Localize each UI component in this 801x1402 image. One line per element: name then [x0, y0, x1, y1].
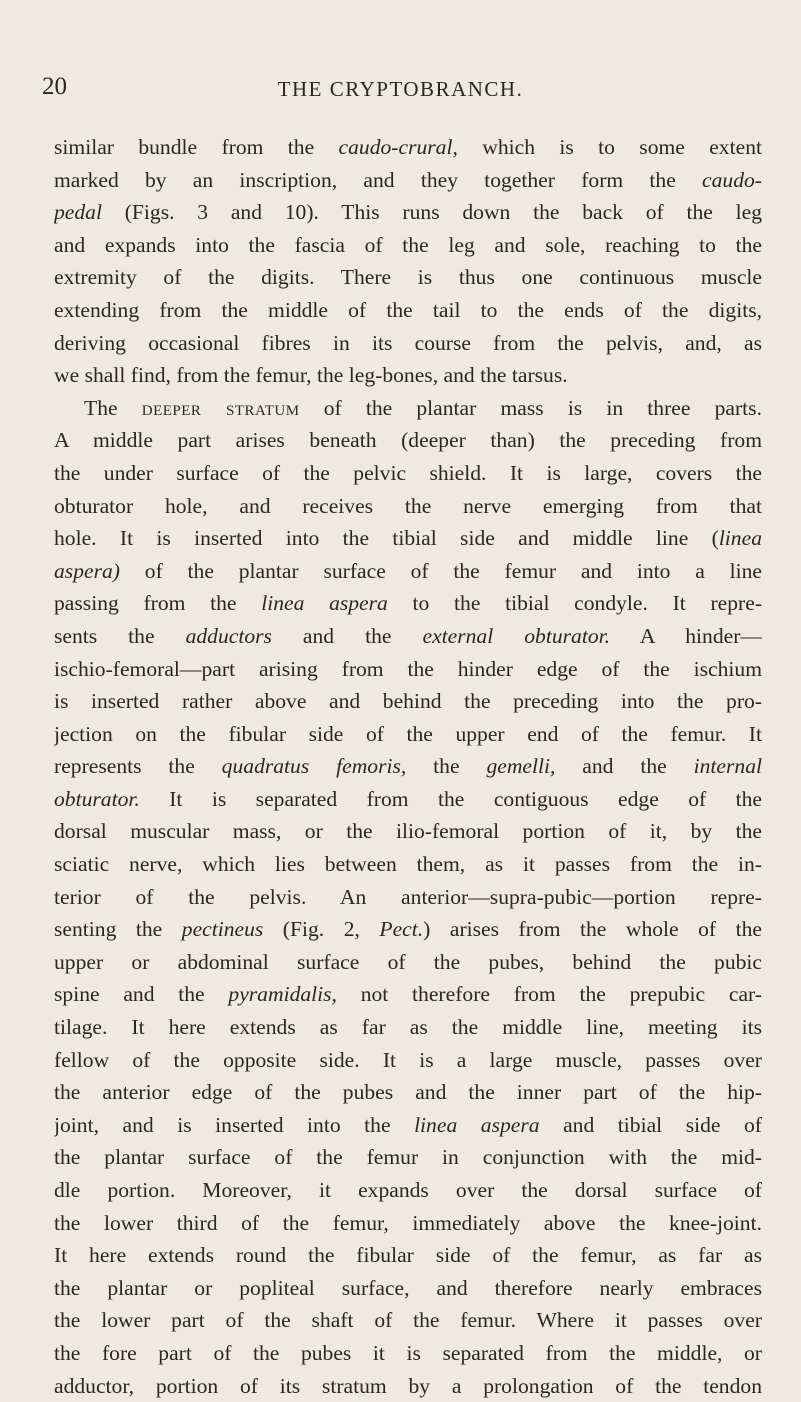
- running-title: THE CRYPTOBRANCH.: [277, 77, 524, 101]
- text-line: [54, 620, 762, 653]
- text-line: [54, 1337, 762, 1370]
- text-run: obturator hole, and receives the nerve emerging from that: [54, 493, 762, 518]
- italic-term: linea: [718, 526, 762, 551]
- text-run: A middle part arises beneath (deeper than) the preceding from: [54, 428, 762, 453]
- text-line: [54, 1141, 762, 1174]
- text-run: sents the: [54, 623, 186, 648]
- text-line: [54, 327, 762, 360]
- text-line: [54, 490, 762, 523]
- text-line: [54, 424, 762, 457]
- text-run: ) arises from the whole of the: [423, 917, 762, 942]
- text-line: [54, 1207, 762, 1240]
- text-run: the: [406, 754, 487, 779]
- text-run: the anterior edge of the pubes and the inner part of the hip-: [54, 1080, 762, 1105]
- page-header: [0, 72, 801, 102]
- text-line: [54, 750, 762, 783]
- text-line: [54, 131, 762, 164]
- text-run: of the plantar mass is in three parts.: [299, 395, 762, 420]
- text-run: and tibial side of: [539, 1112, 762, 1137]
- text-line: [54, 946, 762, 979]
- text-run: of the plantar surface of the femur and into a line: [119, 558, 762, 583]
- italic-term: gemelli,: [486, 754, 556, 779]
- small-caps-term: deeper stratum: [141, 395, 300, 420]
- text-line: [54, 1109, 762, 1142]
- text-line: [54, 815, 762, 848]
- italic-term: internal: [693, 754, 762, 779]
- text-line: [54, 294, 762, 327]
- text-run: ischio-femoral—part arising from the hinder edge of the ischium: [54, 656, 762, 681]
- text-line: [54, 1272, 762, 1305]
- text-run: the under surface of the pelvic shield. It is large, covers the: [54, 460, 762, 485]
- text-line: [54, 164, 762, 197]
- text-line: [54, 1239, 762, 1272]
- text-run: (Figs. 3 and 10). This runs down the back of the leg: [101, 200, 762, 225]
- text-line: [54, 1076, 762, 1109]
- text-run: similar bundle from the: [54, 135, 339, 159]
- text-run: terior of the pelvis. An anterior—supra-pubic—portion repre-: [54, 884, 762, 909]
- text-run: It here extends round the fibular side of the femur, as far as: [54, 1243, 762, 1268]
- text-line: [54, 457, 762, 490]
- text-run: deriving occasional fibres in its course from the pelvis, and, as: [54, 330, 762, 355]
- text-run: the plantar surface of the femur in conjunction with the mid-: [54, 1145, 762, 1170]
- italic-term: caudo-crural,: [338, 135, 458, 159]
- text-line: [54, 1174, 762, 1207]
- italic-term: linea aspera: [261, 591, 388, 616]
- text-run: senting the: [54, 917, 182, 942]
- text-run: dorsal muscular mass, or the ilio-femoral portion of it, by the: [54, 819, 762, 844]
- text-run: jection on the fibular side of the upper end of the femur. It: [54, 721, 762, 746]
- text-run: to the tibial condyle. It repre-: [387, 591, 762, 616]
- text-run: we shall find, from the femur, the leg-bones, and the tarsus.: [54, 363, 568, 388]
- italic-term: quadratus femoris,: [221, 754, 407, 779]
- text-run: fellow of the opposite side. It is a large muscle, passes over: [54, 1047, 762, 1072]
- text-run: A hinder—: [610, 623, 762, 648]
- text-run: The: [84, 395, 142, 420]
- text-run: and the: [555, 754, 694, 779]
- italic-term: Pect.: [379, 917, 424, 942]
- text-run: dle portion. Moreover, it expands over the dorsal surface of: [54, 1178, 762, 1202]
- text-run: joint, and is inserted into the: [54, 1112, 415, 1137]
- text-line: [54, 653, 762, 686]
- text-run: spine and the: [54, 982, 229, 1007]
- text-run: hole. It is inserted into the tibial side and middle line (: [54, 526, 719, 551]
- text-run: extremity of the digits. There is thus one continuous muscle: [54, 265, 762, 290]
- text-line: [54, 1044, 762, 1077]
- text-run: upper or abdominal surface of the pubes, behind the pubic: [54, 949, 762, 974]
- text-line: [54, 1304, 762, 1337]
- text-line: [54, 913, 762, 946]
- text-run: not therefore from the prepubic car-: [336, 982, 762, 1007]
- text-run: passing from the: [54, 591, 262, 616]
- text-line: [54, 261, 762, 294]
- text-run: the fore part of the pubes it is separated from the middle, or: [54, 1340, 762, 1365]
- text-run: and the: [271, 623, 423, 648]
- text-line: [54, 522, 762, 555]
- italic-term: pectineus: [181, 917, 264, 942]
- italic-term: aspera): [54, 558, 120, 583]
- text-run: sciatic nerve, which lies between them, as it passes from the in-: [54, 852, 762, 877]
- italic-term: external obturator.: [422, 623, 611, 648]
- body-text: [54, 131, 762, 1402]
- text-run: the lower third of the femur, immediately above the knee-joint.: [54, 1210, 762, 1235]
- text-run: It is separated from the contiguous edge of the: [139, 786, 762, 811]
- italic-term: obturator.: [54, 786, 140, 811]
- text-run: represents the: [54, 754, 222, 779]
- text-run: extending from the middle of the tail to the ends of the digits,: [54, 297, 762, 322]
- text-run: which is to some extent: [457, 135, 762, 159]
- text-run: marked by an inscription, and they together form the: [54, 167, 703, 192]
- italic-term: linea aspera: [414, 1112, 540, 1137]
- text-run: adductor, portion of its stratum by a prolongation of the tendon: [54, 1373, 762, 1398]
- text-run: is inserted rather above and behind the preceding into the pro-: [54, 689, 762, 714]
- text-line: [54, 685, 762, 718]
- text-line: [54, 196, 762, 229]
- text-run: tilage. It here extends as far as the middle line, meeting its: [54, 1015, 762, 1040]
- text-line: [54, 978, 762, 1011]
- text-run: the plantar or popliteal surface, and therefore nearly embraces: [54, 1275, 762, 1300]
- text-line: [54, 718, 762, 751]
- text-line: [54, 229, 762, 262]
- italic-term: pyramidalis,: [228, 982, 337, 1007]
- text-line: [54, 555, 762, 588]
- text-line: [54, 881, 762, 914]
- text-line: [54, 848, 762, 881]
- text-run: (Fig. 2,: [263, 917, 380, 942]
- text-line: [54, 587, 762, 620]
- text-line: [54, 783, 762, 816]
- text-line: [54, 359, 762, 392]
- text-line: [54, 1370, 762, 1402]
- text-line: [54, 392, 762, 425]
- page-number: 20: [42, 73, 67, 100]
- text-line: [54, 1011, 762, 1044]
- italic-term: pedal: [54, 200, 102, 225]
- italic-term: adductors: [185, 623, 272, 648]
- text-run: the lower part of the shaft of the femur. Where it passes over: [54, 1308, 762, 1333]
- text-run: and expands into the fascia of the leg and sole, reaching to the: [54, 232, 762, 257]
- italic-term: caudo-: [702, 167, 762, 192]
